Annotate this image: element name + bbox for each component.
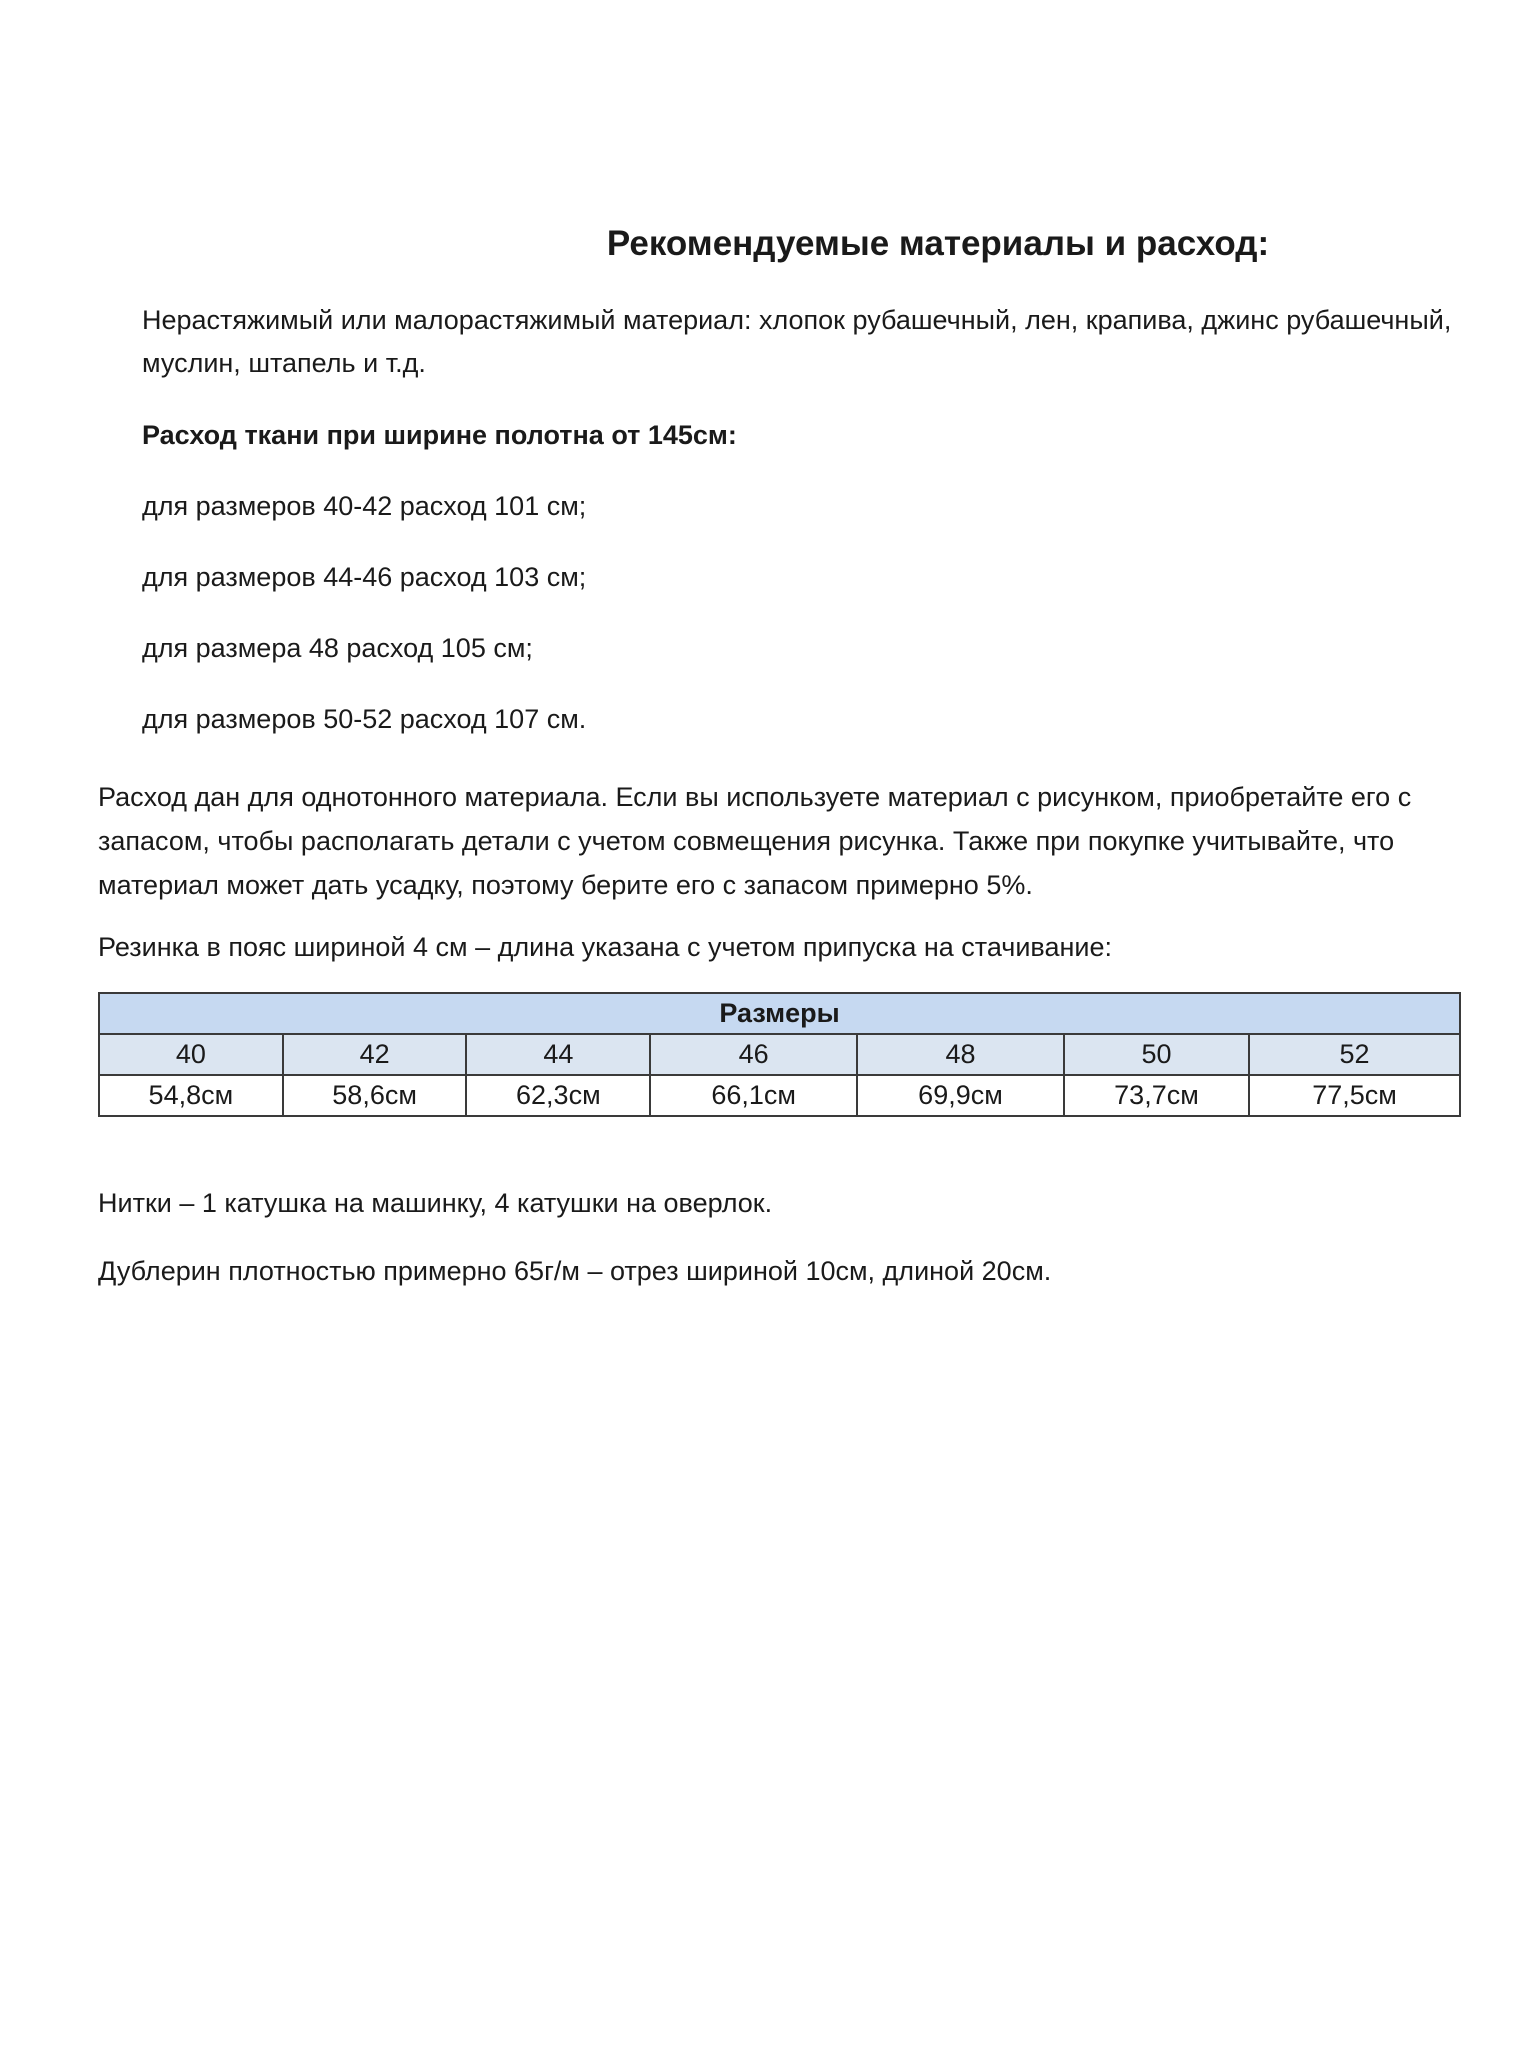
materials-paragraph: Нерастяжимый или малорастяжимый материал: хлопок рубашечный, лен, крапива, джинс рубашечный, муслин, штапель и т.д.	[142, 305, 1452, 378]
size-cell: 50	[1064, 1034, 1249, 1075]
consumption-item-44-46: для размеров 44-46 расход 103 см;	[142, 562, 587, 592]
elastic-length-table	[98, 992, 1461, 1117]
size-cell: 42	[283, 1034, 467, 1075]
consumption-item-40-42: для размеров 40-42 расход 101 см;	[142, 491, 587, 521]
table-row-lengths	[99, 1075, 1460, 1116]
length-cell: 77,5см	[1249, 1075, 1460, 1116]
size-cell: 44	[466, 1034, 650, 1075]
fabric-consumption-heading: Расход ткани при ширине полотна от 145см:	[142, 420, 737, 450]
elastic-band-paragraph: Резинка в пояс шириной 4 см – длина указана с учетом припуска на стачивание:	[98, 932, 1112, 962]
table-header-sizes: Размеры	[99, 993, 1460, 1034]
length-cell: 66,1см	[650, 1075, 857, 1116]
consumption-item-48: для размера 48 расход 105 см;	[142, 633, 533, 663]
table-row-sizes	[99, 1034, 1460, 1075]
length-cell: 62,3см	[466, 1075, 650, 1116]
size-cell: 48	[857, 1034, 1064, 1075]
interfacing-paragraph: Дублерин плотностью примерно 65г/м – отрез шириной 10см, длиной 20см.	[98, 1256, 1052, 1286]
size-cell: 46	[650, 1034, 857, 1075]
table-header-row	[99, 993, 1460, 1034]
length-cell: 69,9см	[857, 1075, 1064, 1116]
length-cell: 58,6см	[283, 1075, 467, 1116]
page-title: Рекомендуемые материалы и расход:	[606, 224, 1270, 263]
size-cell: 40	[99, 1034, 283, 1075]
size-cell: 52	[1249, 1034, 1460, 1075]
length-cell: 73,7см	[1064, 1075, 1249, 1116]
consumption-item-50-52: для размеров 50-52 расход 107 см.	[142, 704, 587, 734]
length-cell: 54,8см	[99, 1075, 283, 1116]
consumption-note-paragraph: Расход дан для однотонного материала. Если вы используете материал с рисунком, приобретайте его с запасом, чтобы располагать детали с учетом совмещения рисунка. Также при покупке учитывайте, что материал может дать усадку, поэтому берите его с запасом примерно 5%.	[98, 782, 1412, 900]
threads-paragraph: Нитки – 1 катушка на машинку, 4 катушки на оверлок.	[98, 1188, 773, 1218]
